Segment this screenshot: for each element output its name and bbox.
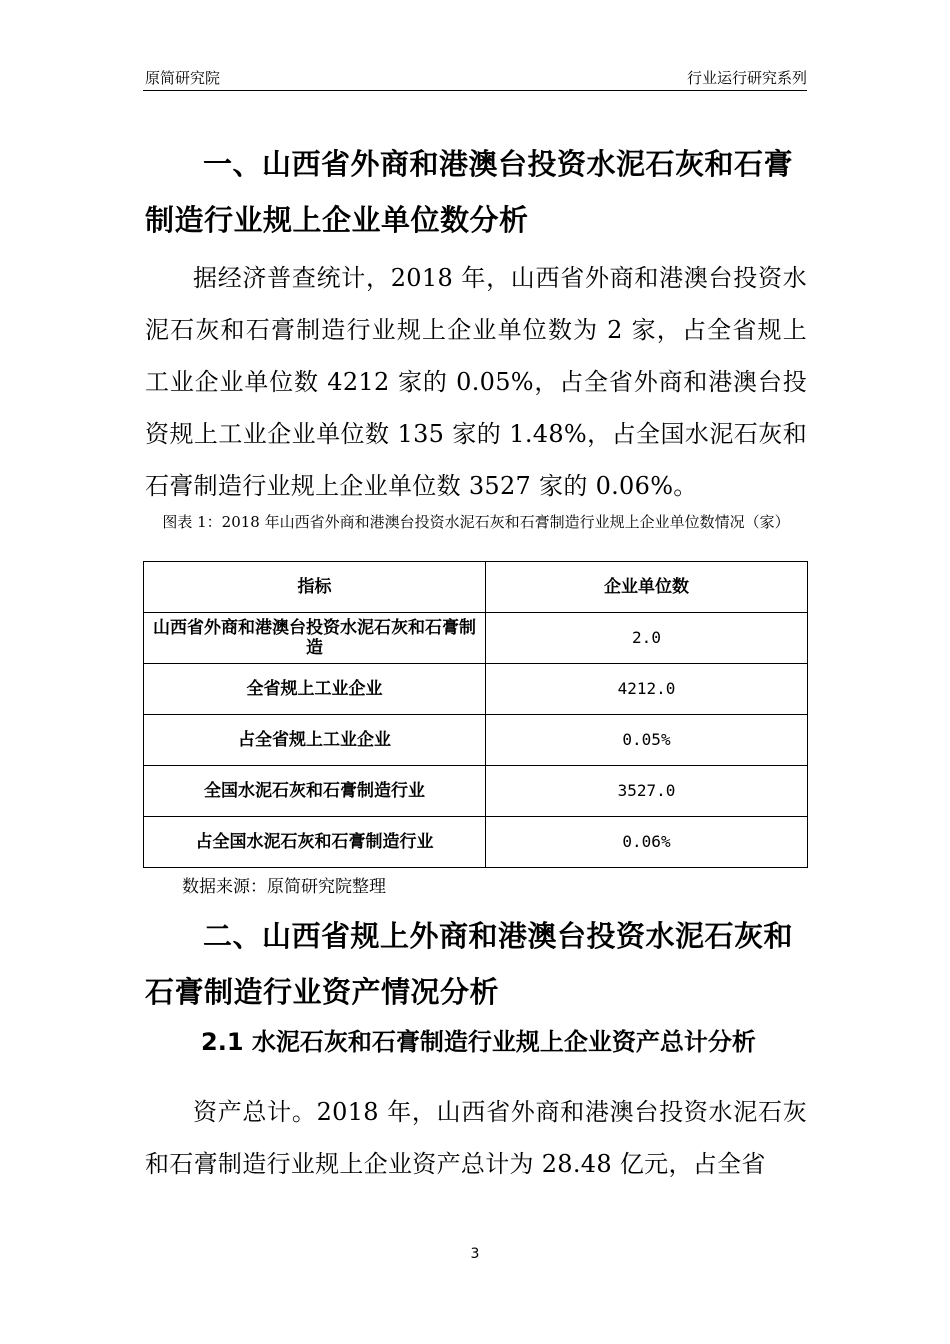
table-header-row — [144, 562, 808, 613]
column-header-unit-count: 企业单位数 — [486, 562, 808, 613]
header-series-name: 行业运行研究系列 — [686, 69, 807, 87]
row-value: 0.05% — [486, 715, 808, 766]
table-row — [144, 766, 808, 817]
row-indicator: 占全国水泥石灰和石膏制造行业 — [144, 817, 486, 868]
row-value: 2.0 — [486, 613, 808, 664]
row-value: 4212.0 — [486, 664, 808, 715]
table-row — [144, 613, 808, 664]
table-row — [144, 715, 808, 766]
row-indicator: 全国水泥石灰和石膏制造行业 — [144, 766, 486, 817]
section-1-title: 一、山西省外商和港澳台投资水泥石灰和石膏制造行业规上企业单位数分析 — [145, 147, 794, 237]
row-value: 0.06% — [486, 817, 808, 868]
header-divider — [143, 90, 807, 91]
row-value: 3527.0 — [486, 766, 808, 817]
table-row — [144, 817, 808, 868]
table-source-note: 数据来源：原简研究院整理 — [182, 877, 386, 897]
page-number: 3 — [470, 1246, 480, 1262]
section-1-paragraph: 据经济普查统计，2018 年，山西省外商和港澳台投资水泥石灰和石膏制造行业规上企业单位数为 2 家，占全省规上工业企业单位数 4212 家的 0.05%，占全省外商和港澳台投资规上工业企业单位数 135 家的 1.48%，占全国水泥石灰和石膏制造行业规上企业单位数 3527 家的 0.06%。 — [145, 264, 807, 500]
section-2-paragraph: 资产总计。2018 年，山西省外商和港澳台投资水泥石灰和石膏制造行业规上企业资产总计为 28.48 亿元，占全省 — [145, 1098, 807, 1178]
section-2-title: 二、山西省规上外商和港澳台投资水泥石灰和石膏制造行业资产情况分析 — [145, 919, 794, 1009]
row-indicator: 占全省规上工业企业 — [144, 715, 486, 766]
table-row — [144, 664, 808, 715]
data-table — [143, 561, 808, 868]
subsection-2-1-title: 2.1 水泥石灰和石膏制造行业规上企业资产总计分析 — [201, 1028, 756, 1056]
row-indicator: 山西省外商和港澳台投资水泥石灰和石膏制造 — [144, 613, 486, 664]
column-header-indicator: 指标 — [144, 562, 486, 613]
table-caption: 图表 1：2018 年山西省外商和港澳台投资水泥石灰和石膏制造行业规上企业单位数情况（家） — [162, 513, 790, 531]
row-indicator: 全省规上工业企业 — [144, 664, 486, 715]
header-org-name: 原简研究院 — [145, 69, 221, 87]
